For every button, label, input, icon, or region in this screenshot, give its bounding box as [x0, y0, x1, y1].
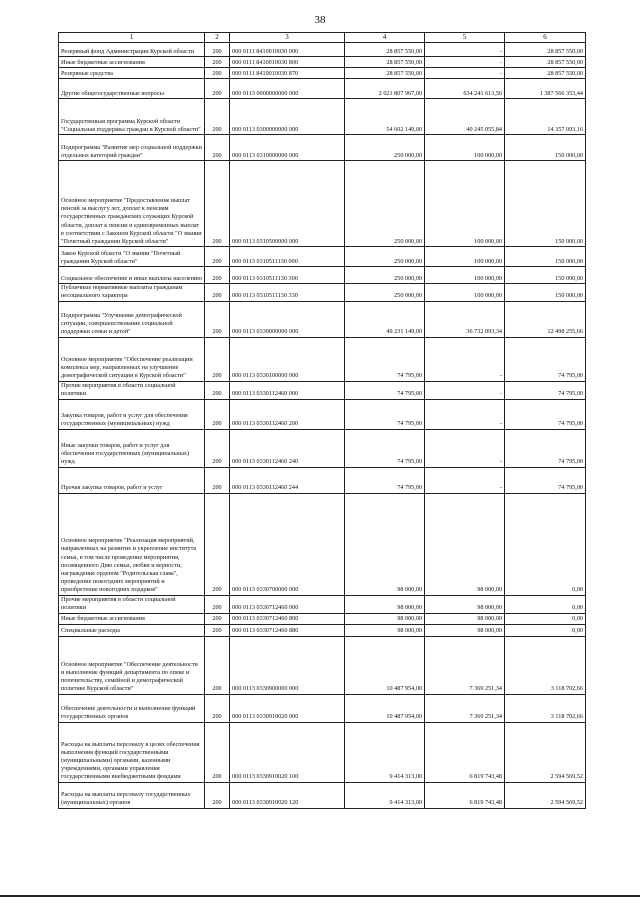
executed-amount-cell: -: [425, 68, 505, 79]
expense-name-cell: Прочая закупка товаров, работ и услуг: [59, 467, 205, 493]
table-row: [59, 68, 586, 79]
executed-amount-cell: 98 000,00: [425, 493, 505, 595]
table-row: [59, 636, 586, 694]
unexecuted-amount-cell: 28 857 550,00: [505, 57, 586, 68]
unexecuted-amount-cell: 0,00: [505, 493, 586, 595]
line-code-cell: 200: [205, 595, 230, 613]
table-row: [59, 161, 586, 247]
expense-name-cell: Прочие мероприятия в области социальной политики: [59, 595, 205, 613]
executed-amount-cell: -: [425, 467, 505, 493]
line-code-cell: 200: [205, 337, 230, 381]
executed-amount-cell: 7 369 251,34: [425, 636, 505, 694]
unexecuted-amount-cell: 0,00: [505, 595, 586, 613]
table-row: [59, 99, 586, 135]
expense-name-cell: Социальное обеспечение и иные выплаты населению: [59, 267, 205, 284]
table-row: [59, 79, 586, 99]
budget-code-cell: 000 0113 0330712460 800: [230, 613, 345, 624]
unexecuted-amount-cell: 3 118 702,66: [505, 636, 586, 694]
line-code-cell: 200: [205, 399, 230, 429]
expense-name-cell: Обеспечение деятельности и выполнение функций государственных органов: [59, 694, 205, 722]
budget-code-cell: 000 0113 0310500000 000: [230, 161, 345, 247]
expense-name-cell: Специальные расходы: [59, 624, 205, 636]
budget-code-cell: 000 0113 0330910020 100: [230, 722, 345, 782]
line-code-cell: 200: [205, 467, 230, 493]
approved-amount-cell: 49 231 149,00: [345, 301, 425, 337]
table-row: [59, 467, 586, 493]
executed-amount-cell: -: [425, 429, 505, 467]
expense-name-cell: Иные бюджетные ассигнования: [59, 613, 205, 624]
budget-code-cell: 000 0113 0000000000 000: [230, 79, 345, 99]
approved-amount-cell: 2 021 807 967,00: [345, 79, 425, 99]
approved-amount-cell: 98 000,00: [345, 613, 425, 624]
line-code-cell: 200: [205, 79, 230, 99]
budget-code-cell: 000 0113 0330910020 000: [230, 694, 345, 722]
column-header: 1: [59, 33, 205, 43]
unexecuted-amount-cell: 28 857 550,00: [505, 68, 586, 79]
unexecuted-amount-cell: 150 000,00: [505, 161, 586, 247]
line-code-cell: 200: [205, 57, 230, 68]
approved-amount-cell: 74 795,00: [345, 399, 425, 429]
line-code-cell: 200: [205, 636, 230, 694]
approved-amount-cell: 28 857 550,00: [345, 68, 425, 79]
table-row: [59, 135, 586, 161]
executed-amount-cell: 100 000,00: [425, 267, 505, 284]
line-code-cell: 200: [205, 301, 230, 337]
expense-name-cell: Основное мероприятие "Обеспечение деятельности и выполнение функций департамента по опеке и попечительству, семейной и демографической политике Курской области": [59, 636, 205, 694]
budget-code-cell: 000 0113 0330712460 000: [230, 595, 345, 613]
line-code-cell: 200: [205, 43, 230, 57]
unexecuted-amount-cell: 1 387 566 353,44: [505, 79, 586, 99]
page-bottom-rule: [0, 895, 640, 897]
approved-amount-cell: 98 000,00: [345, 624, 425, 636]
table-body: [59, 43, 586, 808]
line-code-cell: 200: [205, 99, 230, 135]
executed-amount-cell: 6 819 743,48: [425, 782, 505, 808]
table-row: [59, 284, 586, 301]
approved-amount-cell: 10 487 954,00: [345, 694, 425, 722]
line-code-cell: 200: [205, 493, 230, 595]
table-row: [59, 493, 586, 595]
unexecuted-amount-cell: 12 498 255,66: [505, 301, 586, 337]
line-code-cell: 200: [205, 135, 230, 161]
unexecuted-amount-cell: 2 594 569,52: [505, 782, 586, 808]
unexecuted-amount-cell: 2 594 569,52: [505, 722, 586, 782]
approved-amount-cell: 250 000,00: [345, 135, 425, 161]
unexecuted-amount-cell: 0,00: [505, 613, 586, 624]
table-row: [59, 381, 586, 399]
approved-amount-cell: 9 414 313,00: [345, 722, 425, 782]
column-header: 2: [205, 33, 230, 43]
approved-amount-cell: 74 795,00: [345, 381, 425, 399]
approved-amount-cell: 250 000,00: [345, 284, 425, 301]
budget-code-cell: 000 0111 8410010030 800: [230, 57, 345, 68]
executed-amount-cell: -: [425, 57, 505, 68]
expense-name-cell: Подпрограмма "Улучшение демографической ситуации, совершенствование социальной поддержки семьи и детей": [59, 301, 205, 337]
expense-name-cell: Основное мероприятие "Предоставление выплат пенсий за выслугу лет, доплат к пенсиям государственных гражданских служащих Курской области, доплат к пенсии и единовременных выплат в соответствии с Законом Курской области "О звании "Почетный гражданин Курской области": [59, 161, 205, 247]
budget-code-cell: 000 0113 0330112460 244: [230, 467, 345, 493]
approved-amount-cell: 250 000,00: [345, 247, 425, 267]
budget-code-cell: 000 0113 0330700000 000: [230, 493, 345, 595]
approved-amount-cell: 74 795,00: [345, 337, 425, 381]
unexecuted-amount-cell: 0,00: [505, 624, 586, 636]
executed-amount-cell: 98 000,00: [425, 613, 505, 624]
budget-code-cell: 000 0111 8410010030 870: [230, 68, 345, 79]
budget-code-cell: 000 0113 0330100000 000: [230, 337, 345, 381]
table-row: [59, 57, 586, 68]
executed-amount-cell: -: [425, 337, 505, 381]
executed-amount-cell: 40 245 055,84: [425, 99, 505, 135]
budget-code-cell: 000 0113 0310000000 000: [230, 135, 345, 161]
executed-amount-cell: 100 000,00: [425, 161, 505, 247]
line-code-cell: 200: [205, 284, 230, 301]
unexecuted-amount-cell: 3 118 702,66: [505, 694, 586, 722]
table-row: [59, 301, 586, 337]
unexecuted-amount-cell: 150 000,00: [505, 135, 586, 161]
line-code-cell: 200: [205, 624, 230, 636]
approved-amount-cell: 10 487 954,00: [345, 636, 425, 694]
expense-name-cell: Прочие мероприятия в области социальной политики: [59, 381, 205, 399]
executed-amount-cell: 100 000,00: [425, 247, 505, 267]
unexecuted-amount-cell: 74 795,00: [505, 467, 586, 493]
approved-amount-cell: 250 000,00: [345, 161, 425, 247]
budget-execution-table: [58, 32, 586, 809]
executed-amount-cell: 36 732 893,34: [425, 301, 505, 337]
table-row: [59, 595, 586, 613]
budget-code-cell: 000 0113 0300000000 000: [230, 99, 345, 135]
executed-amount-cell: 634 241 613,56: [425, 79, 505, 99]
table-row: [59, 613, 586, 624]
column-header: 4: [345, 33, 425, 43]
expense-name-cell: Резервные средства: [59, 68, 205, 79]
table-row: [59, 247, 586, 267]
approved-amount-cell: 54 602 149,00: [345, 99, 425, 135]
executed-amount-cell: 7 369 251,34: [425, 694, 505, 722]
expense-name-cell: Расходы на выплаты персоналу государственных (муниципальных) органов: [59, 782, 205, 808]
budget-code-cell: 000 0113 0330112460 200: [230, 399, 345, 429]
table-row: [59, 694, 586, 722]
approved-amount-cell: 74 795,00: [345, 429, 425, 467]
unexecuted-amount-cell: 150 000,00: [505, 247, 586, 267]
executed-amount-cell: 98 000,00: [425, 624, 505, 636]
approved-amount-cell: 98 000,00: [345, 595, 425, 613]
table-row: [59, 722, 586, 782]
budget-code-cell: 000 0113 0310511130 000: [230, 247, 345, 267]
budget-code-cell: 000 0113 0330910020 120: [230, 782, 345, 808]
unexecuted-amount-cell: 74 795,00: [505, 429, 586, 467]
table-row: [59, 43, 586, 57]
expense-name-cell: Публичные нормативные выплаты гражданам несоциального характера: [59, 284, 205, 301]
line-code-cell: 200: [205, 429, 230, 467]
unexecuted-amount-cell: 74 795,00: [505, 399, 586, 429]
budget-code-cell: 000 0113 0330112460 000: [230, 381, 345, 399]
approved-amount-cell: 250 000,00: [345, 267, 425, 284]
expense-name-cell: Подпрограмма "Развитие мер социальной поддержки отдельных категорий граждан": [59, 135, 205, 161]
line-code-cell: 200: [205, 782, 230, 808]
table-row: [59, 429, 586, 467]
page-number: 38: [314, 14, 326, 26]
line-code-cell: 200: [205, 613, 230, 624]
budget-code-cell: 000 0113 0310511130 330: [230, 284, 345, 301]
table-header-row: [59, 33, 586, 43]
budget-code-cell: 000 0111 8410010030 000: [230, 43, 345, 57]
budget-code-cell: 000 0113 0310511130 300: [230, 267, 345, 284]
expense-name-cell: Основное мероприятие "Реализация мероприятий, направленных на развитие и укрепление института семьи, в том числе проведение мероприятия, посвященного Дню семьи, любви и верности, награждение орденом "Родительская слава", проведение новогодних мероприятий и приобретение новогодних подарков": [59, 493, 205, 595]
line-code-cell: 200: [205, 722, 230, 782]
unexecuted-amount-cell: 14 357 093,16: [505, 99, 586, 135]
column-header: 5: [425, 33, 505, 43]
approved-amount-cell: 28 857 550,00: [345, 43, 425, 57]
column-header: 3: [230, 33, 345, 43]
expense-name-cell: Иные бюджетные ассигнования: [59, 57, 205, 68]
unexecuted-amount-cell: 150 000,00: [505, 267, 586, 284]
executed-amount-cell: 100 000,00: [425, 135, 505, 161]
expense-name-cell: Резервный фонд Администрации Курской области: [59, 43, 205, 57]
expense-name-cell: Другие общегосударственные вопросы: [59, 79, 205, 99]
table-row: [59, 267, 586, 284]
executed-amount-cell: 6 819 743,48: [425, 722, 505, 782]
approved-amount-cell: 28 857 550,00: [345, 57, 425, 68]
table-row: [59, 337, 586, 381]
line-code-cell: 200: [205, 381, 230, 399]
line-code-cell: 200: [205, 161, 230, 247]
budget-code-cell: 000 0113 0330112460 240: [230, 429, 345, 467]
line-code-cell: 200: [205, 68, 230, 79]
expense-name-cell: Основное мероприятие "Обеспечение реализации комплекса мер, направленных на улучшение демографической ситуации в Курской области": [59, 337, 205, 381]
line-code-cell: 200: [205, 694, 230, 722]
line-code-cell: 200: [205, 267, 230, 284]
table-row: [59, 782, 586, 808]
approved-amount-cell: 74 795,00: [345, 467, 425, 493]
executed-amount-cell: 98 000,00: [425, 595, 505, 613]
line-code-cell: 200: [205, 247, 230, 267]
approved-amount-cell: 9 414 313,00: [345, 782, 425, 808]
expense-name-cell: Закупка товаров, работ и услуг для обеспечения государственных (муниципальных) нужд: [59, 399, 205, 429]
budget-code-cell: 000 0113 0330712460 880: [230, 624, 345, 636]
unexecuted-amount-cell: 28 857 550,00: [505, 43, 586, 57]
unexecuted-amount-cell: 74 795,00: [505, 381, 586, 399]
approved-amount-cell: 98 000,00: [345, 493, 425, 595]
table-row: [59, 399, 586, 429]
unexecuted-amount-cell: 150 000,00: [505, 284, 586, 301]
budget-code-cell: 000 0113 0330000000 000: [230, 301, 345, 337]
column-header: 6: [505, 33, 586, 43]
unexecuted-amount-cell: 74 795,00: [505, 337, 586, 381]
expense-name-cell: Закон Курской области "О звании "Почетный гражданин Курской области": [59, 247, 205, 267]
table-row: [59, 624, 586, 636]
expense-name-cell: Расходы на выплаты персоналу в целях обеспечения выполнения функций государственными (муниципальными) органами, казенными учреждениями, органами управления государственными внебюджетными фондами: [59, 722, 205, 782]
executed-amount-cell: -: [425, 399, 505, 429]
executed-amount-cell: -: [425, 381, 505, 399]
budget-code-cell: 000 0113 0330900000 000: [230, 636, 345, 694]
expense-name-cell: Иные закупки товаров, работ и услуг для обеспечения государственных (муниципальных) нужд: [59, 429, 205, 467]
executed-amount-cell: -: [425, 43, 505, 57]
expense-name-cell: Государственная программа Курской области "Социальная поддержка граждан в Курской области": [59, 99, 205, 135]
executed-amount-cell: 100 000,00: [425, 284, 505, 301]
